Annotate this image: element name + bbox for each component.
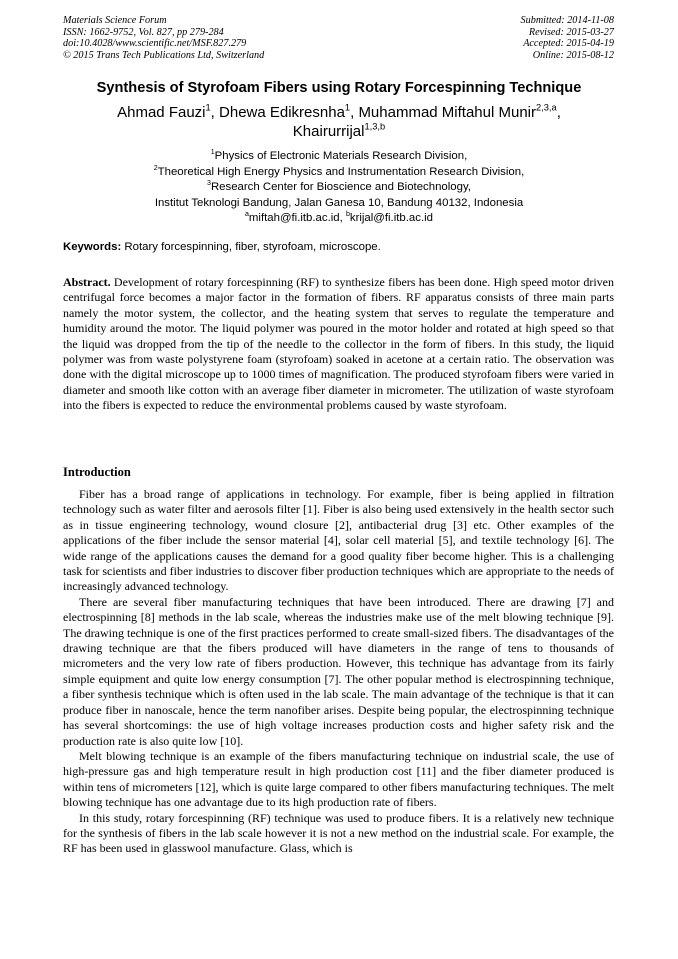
affiliations	[60, 149, 618, 227]
affiliation-line: $^3$Research Center for Bioscience and Biotechnology,	[207, 180, 471, 193]
accepted-date: Accepted: 2015-04-19	[523, 38, 614, 49]
introduction-body	[63, 487, 614, 857]
author-affiliation-mark: 1,3,b	[364, 121, 386, 132]
paragraph: In this study, rotary forcespinning (RF) technique was used to produce fibers. It is a relatively new technique for the synthesis of fibers in the lab scale however it is not a new method on the industrial scale. For example, the RF has been used in glasswool manufacture. Glass, which is	[63, 810, 614, 856]
author-affiliation-mark: 1	[205, 102, 211, 113]
author-list: Ahmad Fauzi$^1$, Dhewa Edikresnha$^1$, Muhammad Miftahul Munir$^{2,3,a}$, Khairurrijal$^{1,3,b}$	[117, 102, 561, 140]
email-address: miftah@fi.itb.ac.id,	[248, 212, 346, 224]
author-name: Ahmad Fauzi	[117, 104, 206, 121]
paragraph: Melt blowing technique is an example of the fibers manufacturing technique on industrial scale, the use of high-pressure gas and high temperature result in high production cost [11] and the fiber diameter produced is within tens of micrometers [12], which is quite large compared to other fibers manufacturing techniques. The melt blowing technique has one advantage due to its high production rate of fibers.	[63, 748, 614, 810]
keywords	[63, 241, 623, 253]
keywords-text: Rotary forcespinning, fiber, styrofoam, microscope.	[121, 241, 381, 253]
publication-dates	[521, 15, 614, 61]
paragraph: Fiber has a broad range of applications in technology. For example, fiber is being applied in filtration technology such as water filter and aerosols filter [1]. Fiber is also being used extensively in the health sector such as in tissue engineering technology, wound closure [2], antibacterial drug [3] etc. Other examples of the applications of the fiber include the sensor material [4], solar cell material [5], and textile technology [6]. The wide range of the applications causes the demand for a good quality fiber become higher. This is a challenging task for scientists and fiber industries to discover fiber production techniques which are appropriate to the needs of increasingly advanced technology.	[63, 487, 614, 594]
author-name: Dhewa Edikresnha	[219, 104, 345, 121]
keywords-label: Keywords:	[63, 241, 122, 253]
email-address: krijal@fi.itb.ac.id	[349, 212, 433, 224]
affiliation-line: $^2$Theoretical High Energy Physics and Instrumentation Research Division,	[153, 164, 525, 178]
submitted-date: Submitted: 2014-11-08	[520, 15, 614, 26]
author-affiliation-mark: 2,3,a	[536, 102, 557, 113]
abstract	[63, 275, 614, 414]
journal-info	[63, 15, 264, 61]
journal-doi: doi:10.4028/www.scientific.net/MSF.827.279	[63, 38, 247, 49]
affiliation-line: $^1$Physics of Electronic Materials Research Division,	[210, 149, 468, 162]
affiliation-line: Institut Teknologi Bandung, Jalan Ganesa 10, Bandung 40132, Indonesia	[154, 196, 524, 209]
abstract-label: Abstract.	[63, 275, 111, 289]
online-date: Online: 2015-08-12	[532, 49, 614, 61]
journal-name: Materials Science Forum	[63, 15, 167, 26]
paragraph: There are several fiber manufacturing techniques that have been introduced. There are drawing [7] and electrospinning [8] methods in the lab scale, whereas the industries make use of the melt blowing technique [9]. The drawing technique is one of the first practices performed to create small-sized fibers. The disadvantages of the drawing technique are that the fibers produced will have diameters in the range of tens to thousands of micrometers and the very low rate of fibers production. However, this technique has advantage from its fairly simple equipment and quite low energy consumption [7]. The other popular method is electrospinning technique, a fiber synthesis technique which is often used in the lab scale. The main advantage of the technique is that it can produce fiber in nanoscale, hence the term nanofiber arises. Despite being popular, the electrospinning technique has several shortcomings: the use of high voltage increases production costs and higher safety risk and the production rate is also quite low [10].	[63, 594, 614, 748]
revised-date: Revised: 2015-03-27	[528, 26, 614, 38]
paper-title: Synthesis of Styrofoam Fibers using Rotary Forcespinning Technique	[96, 80, 582, 96]
introduction-heading: Introduction	[63, 465, 131, 479]
author-name: Khairurrijal	[292, 123, 365, 140]
author-affiliation-mark: 1	[344, 102, 351, 113]
abstract-text: Development of rotary forcespinning (RF) to synthesize fibers has been done. High speed motor driven centrifugal force becomes a major factor in the formation of fibers. RF apparatus consists of three main parts namely the motor system, the collector, and the heating system that serves to regulate the temperature and humidity around the motor. The liquid polymer was poured in the motor holder and rotated at high speed so that the liquid was dropped from the tip of the needle to the collector in the form of fibers. In this study, the liquid polymer was from waste polystyrene foam (styrofoam) soaked in acetone at a certain ratio. The observation was done with the digital microscope up to 1000 times of magnification. The produced styrofoam fibers were varied in diameter and smooth like cotton with an average fiber diameter in micrometer. The utilization of waste styrofoam into the fibers is expected to reduce the environmental problems caused by waste styrofoam.	[63, 275, 614, 413]
author-name: Muhammad Miftahul Munir	[358, 104, 536, 121]
email-line: $^a$miftah@fi.itb.ac.id, $^b$krijal@fi.itb.ac.id	[245, 211, 433, 224]
journal-issn: ISSN: 1662-9752, Vol. 827, pp 279-284	[63, 26, 224, 38]
journal-copyright: © 2015 Trans Tech Publications Ltd, Switzerland	[63, 49, 265, 61]
